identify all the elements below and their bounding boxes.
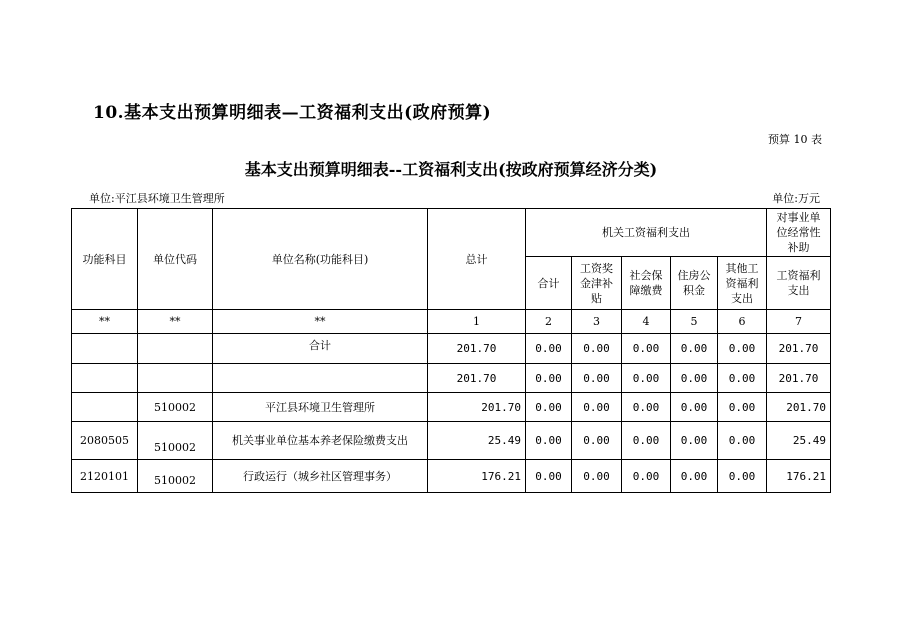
unit-name-cell: 行政运行（城乡社区管理事务）: [213, 460, 428, 493]
index-cell: 2: [526, 310, 572, 334]
table-title: 基本支出预算明细表--工资福利支出(按政府预算经济分类): [244, 160, 658, 179]
unit-code-cell: [138, 364, 213, 393]
wage-cell: 0.00: [572, 422, 622, 460]
sum-cell: 0.00: [526, 393, 572, 422]
unit-name-cell: 平江县环境卫生管理所: [213, 393, 428, 422]
page-title: 10.基本支出预算明细表—工资福利支出(政府预算): [93, 103, 492, 123]
index-cell: 7: [767, 310, 831, 334]
index-cell: 3: [572, 310, 622, 334]
sum-cell: 0.00: [526, 364, 572, 393]
index-row: [72, 310, 831, 334]
document-code: 预算 10 表: [768, 133, 822, 146]
social-cell: 0.00: [622, 422, 671, 460]
table-row: [72, 393, 831, 422]
total-cell: 176.21: [428, 460, 526, 493]
other-cell: 0.00: [718, 460, 767, 493]
social-cell: 0.00: [622, 393, 671, 422]
unit-name-label: 单位:平江县环境卫生管理所: [89, 192, 225, 205]
table-row: [72, 422, 831, 460]
table-row: [72, 334, 831, 364]
header-housing-fund: 住房公积金: [671, 257, 718, 310]
other-cell: 0.00: [718, 422, 767, 460]
index-cell: 1: [428, 310, 526, 334]
institution-cell: 176.21: [767, 460, 831, 493]
unit-name-cell: 机关事业单位基本养老保险缴费支出: [213, 422, 428, 460]
total-cell: 201.70: [428, 334, 526, 364]
wage-cell: 0.00: [572, 364, 622, 393]
total-cell: 201.70: [428, 364, 526, 393]
index-cell: **: [138, 310, 213, 334]
func-subject-cell: [72, 334, 138, 364]
index-cell: 4: [622, 310, 671, 334]
index-cell: **: [213, 310, 428, 334]
sum-cell: 0.00: [526, 334, 572, 364]
social-cell: 0.00: [622, 364, 671, 393]
wage-cell: 0.00: [572, 393, 622, 422]
housing-cell: 0.00: [671, 393, 718, 422]
social-cell: 0.00: [622, 334, 671, 364]
index-cell: 6: [718, 310, 767, 334]
table-row: [72, 364, 831, 393]
total-cell: 25.49: [428, 422, 526, 460]
wage-cell: 0.00: [572, 460, 622, 493]
header-sum: 合计: [526, 257, 572, 310]
header-func-subject: 功能科目: [72, 209, 138, 310]
unit-code-cell: [138, 334, 213, 364]
header-unit-name: 单位名称(功能科目): [213, 209, 428, 310]
index-cell: **: [72, 310, 138, 334]
housing-cell: 0.00: [671, 364, 718, 393]
unit-name-cell: 合计: [213, 334, 428, 364]
func-subject-cell: [72, 393, 138, 422]
institution-cell: 201.70: [767, 364, 831, 393]
other-cell: 0.00: [718, 334, 767, 364]
institution-cell: 201.70: [767, 393, 831, 422]
social-cell: 0.00: [622, 460, 671, 493]
unit-code-cell: 510002: [138, 393, 213, 422]
sum-cell: 0.00: [526, 422, 572, 460]
header-social-insurance: 社会保障缴费: [622, 257, 671, 310]
header-wage-bonus: 工资奖金津补贴: [572, 257, 622, 310]
header-other-welfare: 其他工资福利支出: [718, 257, 767, 310]
wage-cell: 0.00: [572, 334, 622, 364]
housing-cell: 0.00: [671, 334, 718, 364]
func-subject-cell: 2080505: [72, 422, 138, 460]
header-wage-welfare: 工资福利支出: [767, 257, 831, 310]
header-group-institution: 对事业单位经常性补助: [767, 209, 831, 257]
table-row: [72, 460, 831, 493]
other-cell: 0.00: [718, 393, 767, 422]
currency-unit-label: 单位:万元: [772, 192, 820, 205]
sum-cell: 0.00: [526, 460, 572, 493]
header-total: 总计: [428, 209, 526, 310]
budget-table: [71, 208, 831, 493]
institution-cell: 201.70: [767, 334, 831, 364]
unit-code-cell: 510002: [138, 460, 213, 493]
housing-cell: 0.00: [671, 460, 718, 493]
unit-name-cell: [213, 364, 428, 393]
institution-cell: 25.49: [767, 422, 831, 460]
total-cell: 201.70: [428, 393, 526, 422]
unit-code-cell: 510002: [138, 422, 213, 460]
index-cell: 5: [671, 310, 718, 334]
other-cell: 0.00: [718, 364, 767, 393]
housing-cell: 0.00: [671, 422, 718, 460]
header-group-agency: 机关工资福利支出: [526, 209, 767, 257]
header-unit-code: 单位代码: [138, 209, 213, 310]
func-subject-cell: [72, 364, 138, 393]
func-subject-cell: 2120101: [72, 460, 138, 493]
